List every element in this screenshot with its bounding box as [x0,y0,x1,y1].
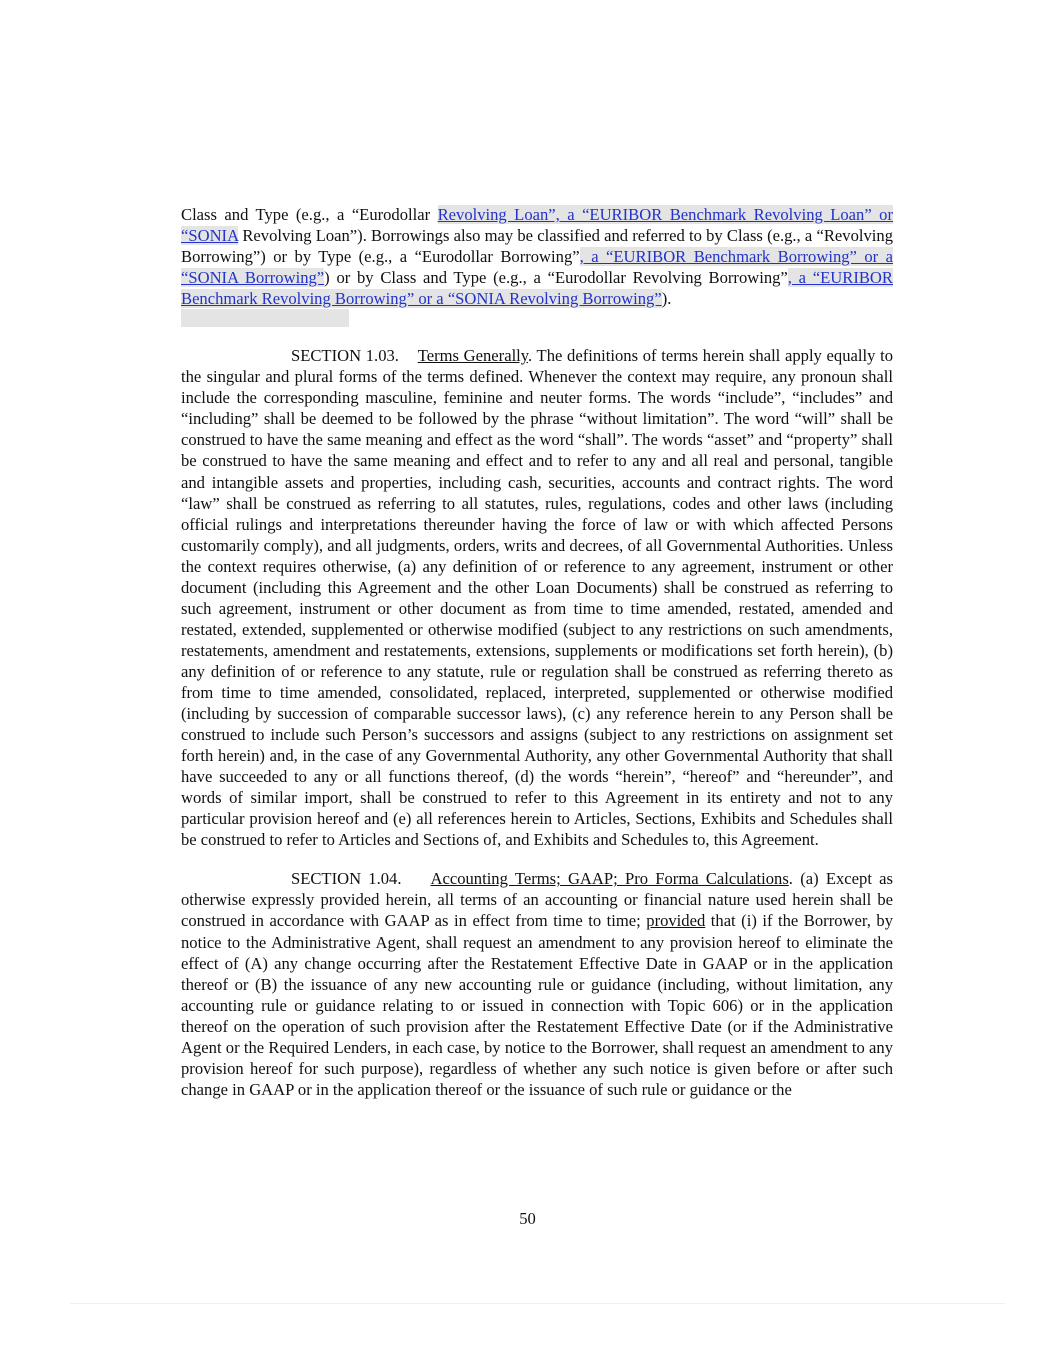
page-number: 50 [519,1209,536,1228]
section-1-04-paragraph [181,868,893,1100]
page-divider [70,1303,1005,1304]
section-1-03-body: . The definitions of terms herein shall apply equally to the singular and plural forms of the terms defined. Whenever the context may require, any pronoun shall include the corresponding masculine, feminine and neuter forms. The words “include”, “includes” and “including” shall be deemed to be followed by the phrase “without limitation”. The word “will” shall be construed to have the same meaning and effect as the word “shall”. The words “asset” and “property” shall be construed to have the same meaning and effect and to refer to any and all real and personal, tangible and intangible assets and properties, including cash, securities, accounts and contract rights. The word “law” shall be construed as referring to all statutes, rules, regulations, codes and other laws (including official rulings and interpretations thereunder having the force of law or with which affected Persons customarily comply), and all judgments, orders, writs and decrees, of all Governmental Authorities. Unless the context requires otherwise, (a) any definition of or reference to any agreement, instrument or other document (including this Agreement and the other Loan Documents) shall be construed as referring to such agreement, instrument or other document as from time to time amended, restated, amended and restated, extended, supplemented or otherwise modified (subject to any restrictions on such amendments, restatements, amendment and restatements, extensions, supplements or modifications set forth herein), (b) any definition of or reference to any statute, rule or regulation shall be construed as referring thereto as from time to time amended, consolidated, replaced, interpreted, supplemented or otherwise modified (including by succession of comparable successor laws), (c) any reference herein to any Person shall be construed to include such Person’s successors and assigns (subject to any restrictions on assignment set forth herein) and, in the case of any Governmental Authority, any other Governmental Authority that shall have succeeded to any or all functions thereof, (d) the words “herein”, “hereof” and “hereunder”, and words of similar import, shall be construed to refer to this Agreement in its entirety and not to any particular provision hereof and (e) all references herein to Articles, Sections, Exhibits and Schedules shall be construed to refer to Articles and Sections of, and Exhibits and Schedules to, this Agreement. [181,346,893,850]
inserted-text-2: , a “EURIBOR Benchmark Borrowing” or a “SONIA Borrowing” [181,247,893,288]
provided-term: provided [646,911,706,931]
intro-text-3: ) or by Class and Type (e.g., a “Eurodollar Revolving Borrowing” [324,268,788,288]
intro-text-4: ). [661,289,672,309]
section-1-04-body-a: . (a) Except as otherwise expressly provided herein, all terms of an accounting or financial nature used herein shall be construed in accordance with GAAP as in effect from time to time; [181,869,893,931]
intro-text-2: Revolving Loan”). Borrowings also may be classified and referred to by Class (e.g., a “Revolving Borrowing”) or by Type (e.g., a “Eurodollar Borrowing” [181,226,893,267]
section-1-04-title: Accounting Terms; GAAP; Pro Forma Calculations [430,869,789,889]
inserted-text-3: , a “EURIBOR Benchmark Revolving Borrowing” or a “SONIA Revolving Borrowing” [181,268,893,309]
inserted-text-1: Revolving Loan”, a “EURIBOR Benchmark Revolving Loan” or “SONIA [181,205,893,246]
inserted-blank-line [181,309,349,327]
intro-text-1: Class and Type (e.g., a “Eurodollar [181,205,438,224]
section-1-03-number: SECTION 1.03. [291,346,399,366]
section-1-04-body-b: that (i) if the Borrower, by notice to the Administrative Agent, shall request an amendment to any provision hereof to eliminate the effect of (A) any change occurring after the Restatement Effective Date in GAAP or in the application thereof or (B) the issuance of any new accounting rule or guidance (including, without limitation, any accounting rule or guidance relating to or issued in connection with Topic 606) or in the application thereof on the operation of such provision after the Restatement Effective Date (or if the Administrative Agent or the Required Lenders, in each case, by notice to the Borrower, shall request an amendment to any provision hereof for such purpose), regardless of whether any such notice is given before or after such change in GAAP or in the application thereof or the issuance of such rule or guidance or the [181,911,893,1099]
document-body [181,204,893,1118]
intro-paragraph [181,204,893,309]
section-1-03-title: Terms Generally [417,346,529,366]
section-1-04-number: SECTION 1.04. [291,869,402,889]
section-1-03-paragraph [181,345,893,850]
